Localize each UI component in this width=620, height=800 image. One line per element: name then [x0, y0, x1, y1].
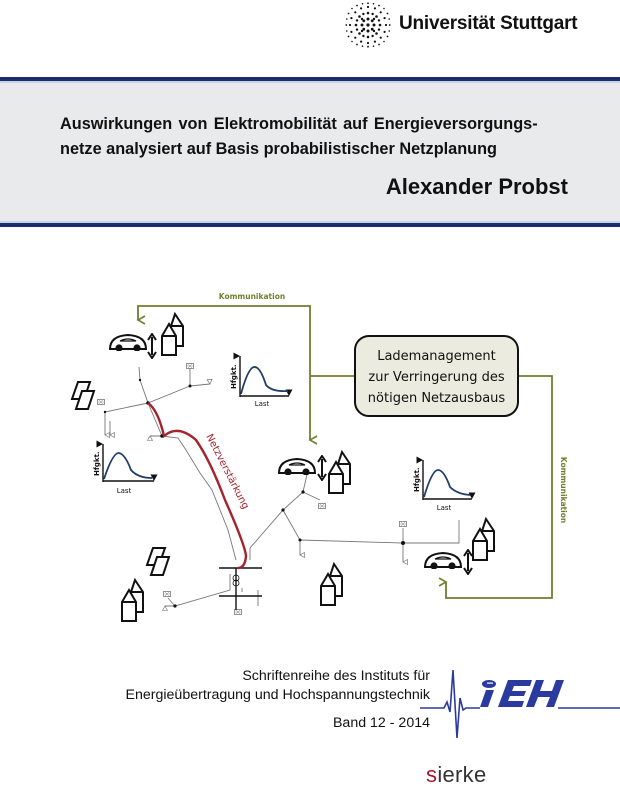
- distribution-chart-1: [230, 356, 289, 408]
- university-logo-icon: [342, 2, 394, 48]
- bidirectional-arrow-icon: [148, 334, 156, 358]
- svg-text:Last: Last: [254, 400, 270, 408]
- car-icon: [110, 335, 146, 352]
- house-icon: [122, 580, 143, 621]
- car-icon: [279, 459, 315, 476]
- book-title-line-1: Auswirkungen von Elektromobilität auf Energieversorgungs-: [60, 115, 538, 133]
- ev-household-right: [425, 519, 494, 574]
- svg-text:nötigen Netzausbaus: nötigen Netzausbaus: [367, 391, 506, 406]
- ieh-institute-logo-icon: [420, 660, 620, 740]
- series-line-2: Energieübertragung und Hochspannungstechnik: [125, 687, 430, 703]
- publisher-logo: [426, 762, 487, 788]
- volume-info: Band 12 - 2014: [332, 715, 430, 731]
- communication-label-right: Kommunikation: [559, 456, 568, 524]
- publisher-first-letter: s: [426, 762, 438, 787]
- series-info: [126, 667, 430, 733]
- charging-management-box: [355, 336, 518, 416]
- ev-household-top-left: [110, 314, 183, 358]
- communication-label-top: Kommunikation: [218, 292, 286, 301]
- solar-panel-icon: [147, 548, 169, 575]
- house-icon: [329, 452, 350, 493]
- svg-text:iEH: iEH: [420, 660, 422, 661]
- substation: [219, 568, 262, 610]
- author-name: Alexander Probst: [385, 174, 568, 199]
- house-icon: [473, 519, 494, 560]
- university-header: [0, 0, 620, 76]
- house-icon: [321, 564, 342, 605]
- distribution-chart-3: [413, 460, 472, 512]
- distribution-chart-2: [93, 444, 154, 495]
- grid-diagram: [0, 280, 620, 640]
- svg-text:Hfgkt.: Hfgkt.: [413, 467, 421, 492]
- svg-text:Lademanagement: Lademanagement: [377, 349, 496, 364]
- publisher-rest: ierke: [437, 762, 487, 787]
- series-line-1: Schriftenreihe des Instituts für: [242, 668, 430, 684]
- car-icon: [425, 553, 461, 570]
- university-name: Universität Stuttgart: [399, 13, 578, 34]
- svg-text:Last: Last: [436, 504, 452, 512]
- svg-text:Hfgkt.: Hfgkt.: [230, 364, 238, 389]
- reinforcement-label: Netzverstärkung: [203, 432, 251, 512]
- house-icon: [162, 314, 183, 355]
- bidirectional-arrow-icon: [318, 456, 326, 480]
- book-title-line-2: netze analysiert auf Basis probabilistischer Netzplanung: [60, 140, 497, 158]
- svg-text:zur Verringerung des: zur Verringerung des: [368, 370, 505, 385]
- solar-panel-icon: [72, 382, 94, 409]
- svg-text:Last: Last: [116, 487, 132, 495]
- title-band: [0, 77, 620, 227]
- bidirectional-arrow-icon: [464, 550, 472, 574]
- ev-household-center: [279, 452, 350, 493]
- svg-text:Hfgkt.: Hfgkt.: [93, 451, 101, 476]
